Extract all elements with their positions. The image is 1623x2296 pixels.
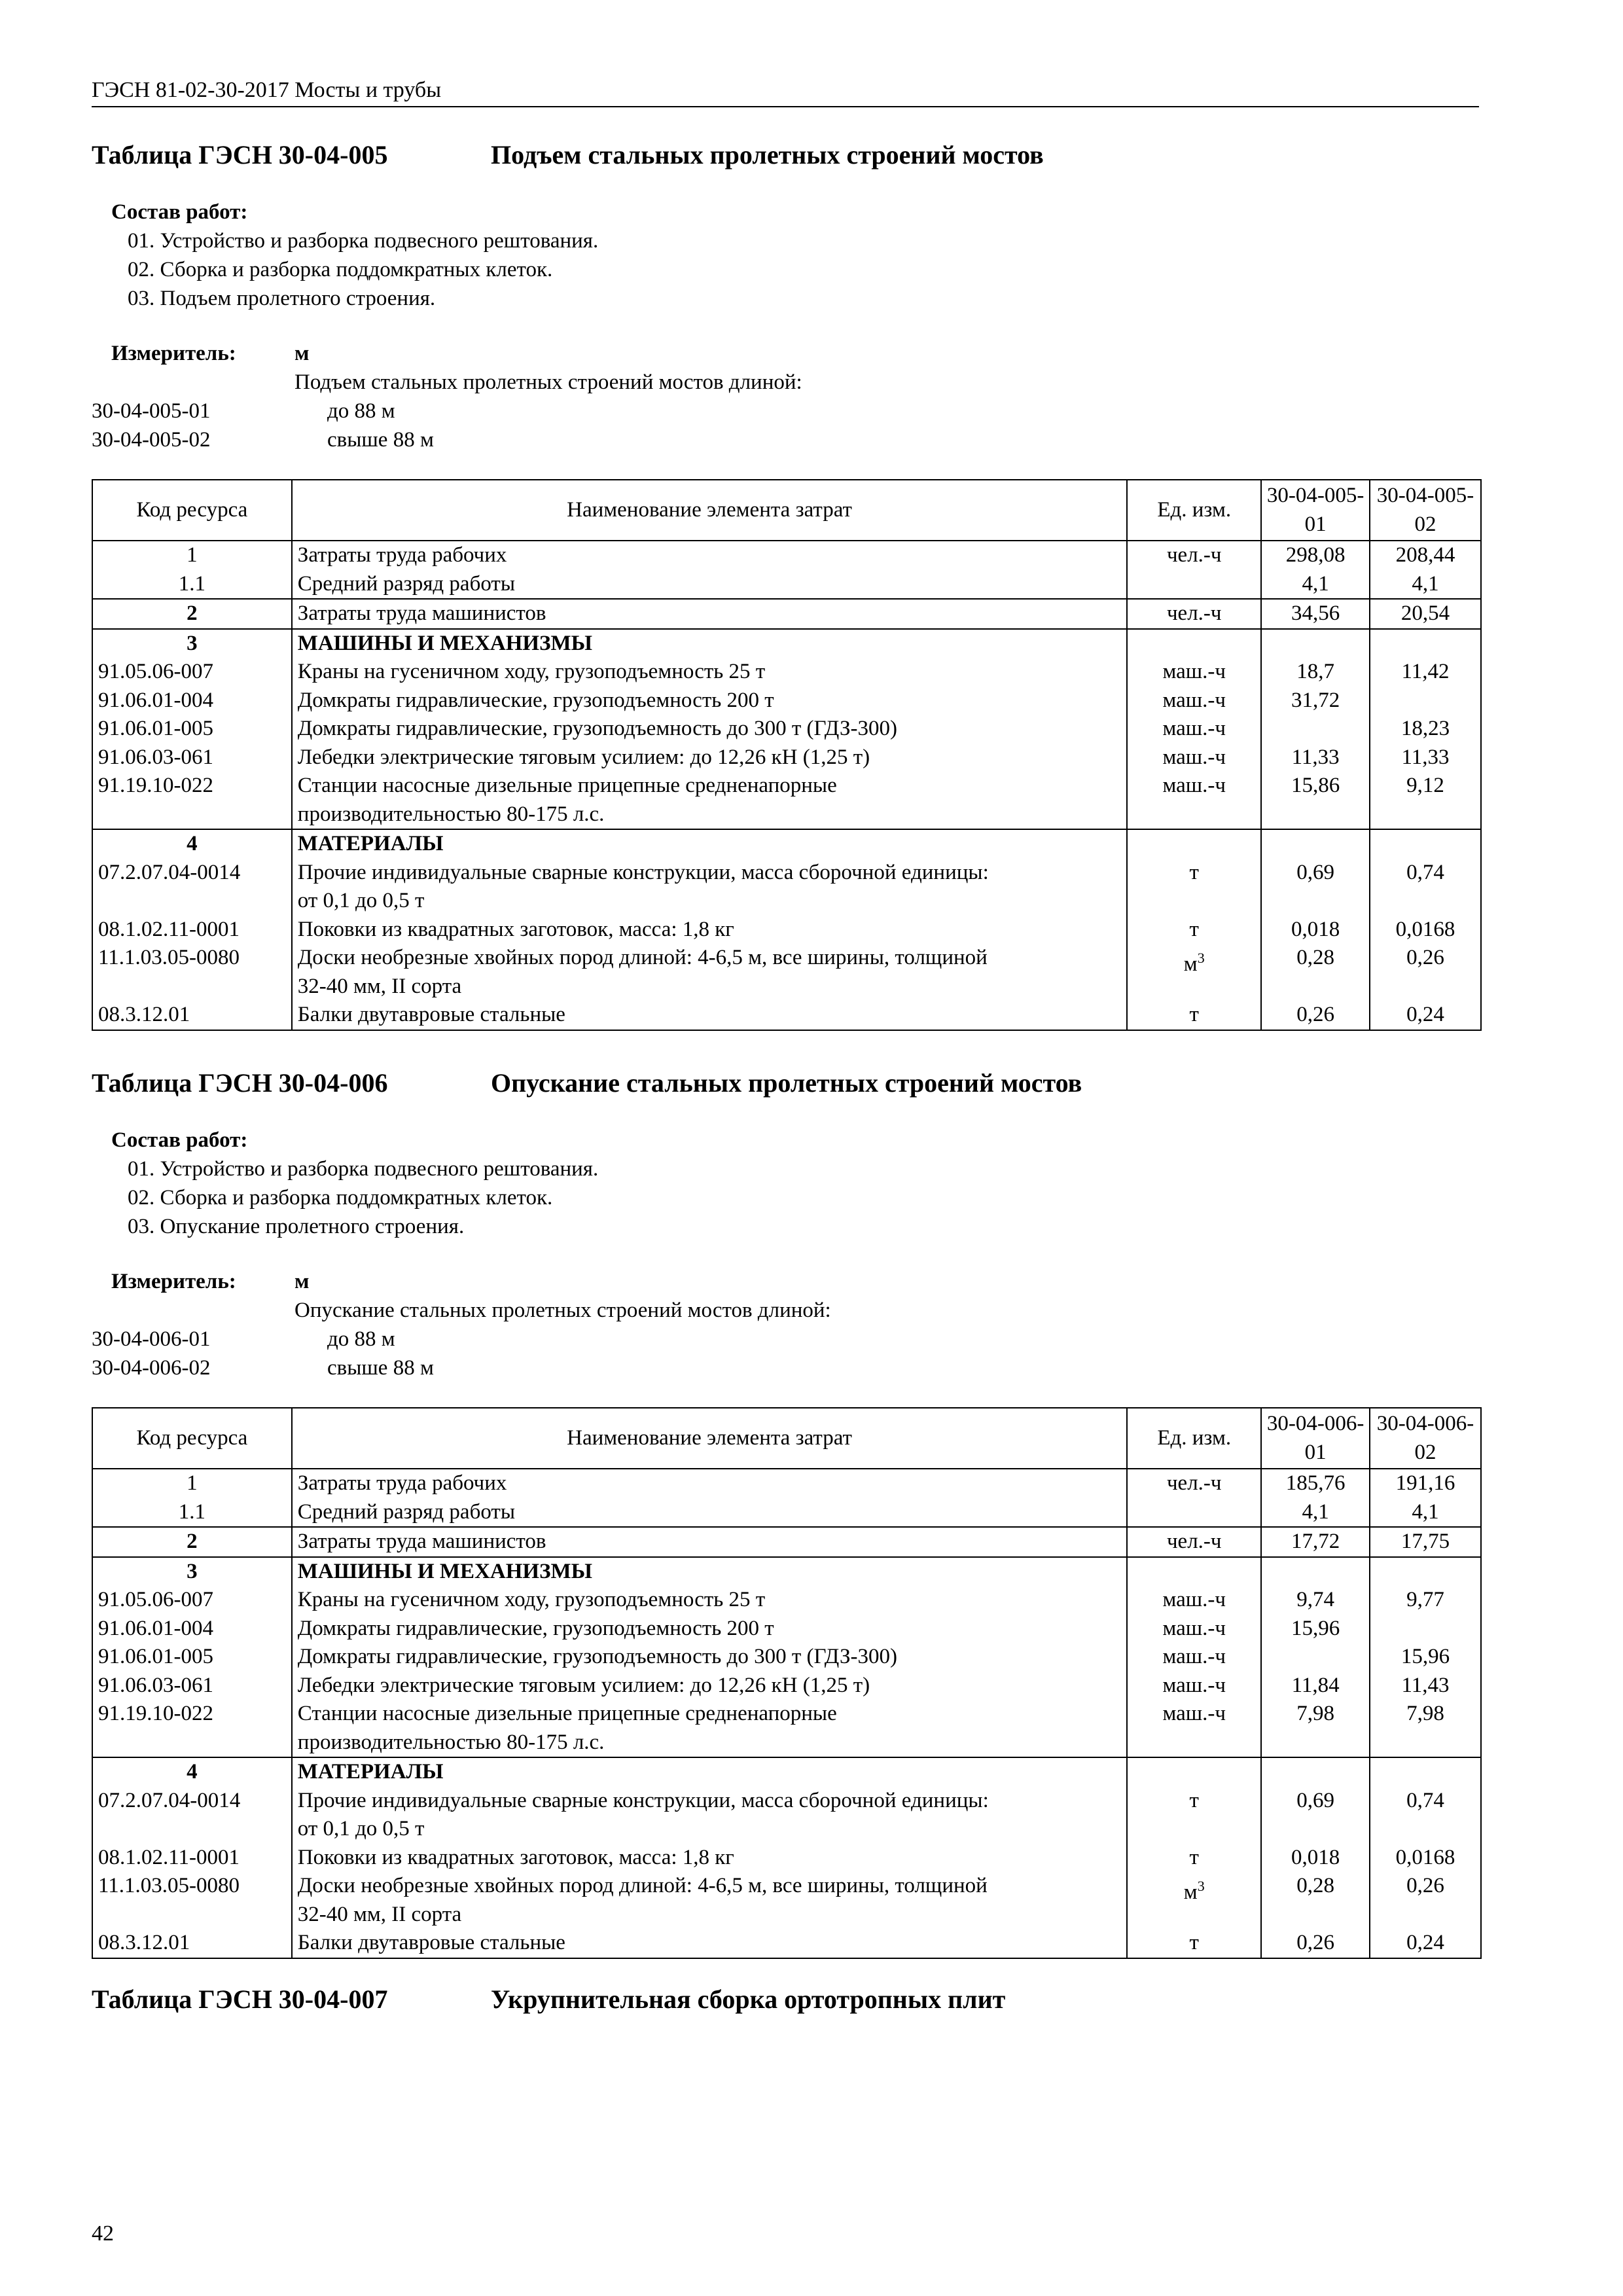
resource-unit: маш.-ч (1127, 1672, 1261, 1700)
norm-code: 30-04-005-01 (92, 399, 211, 423)
resource-unit: маш.-ч (1127, 1586, 1261, 1615)
norm-code: 30-04-006-01 (92, 1327, 211, 1351)
table-row (92, 1787, 1481, 1844)
value-norm-2: 18,23 (1370, 715, 1481, 744)
value-norm-1: 7,98 (1261, 1700, 1370, 1757)
resource-name: Затраты труда рабочих (292, 541, 1128, 570)
value-norm-2: 11,33 (1370, 744, 1481, 772)
value-norm-2: 15,96 (1370, 1643, 1481, 1672)
group-name: МАТЕРИАЛЫ (292, 829, 1128, 859)
resource-name: Лебедки электрические тяговым усилием: до 12,26 кН (1,25 т) (292, 1672, 1128, 1700)
resource-unit: т (1127, 1844, 1261, 1873)
resource-table (92, 479, 1482, 1031)
resource-name: Затраты труда рабочих (292, 1469, 1128, 1498)
meter-block (92, 1267, 1479, 1382)
value-norm-2 (1370, 1615, 1481, 1643)
resource-unit (1127, 570, 1261, 600)
value-norm-2: 0,0168 (1370, 916, 1481, 944)
resource-name: Домкраты гидравлические, грузоподъемность до 300 т (ГДЗ-300) (292, 715, 1128, 744)
table-heading (92, 1067, 1479, 1100)
page-number: 42 (92, 2221, 114, 2246)
resource-unit: маш.-ч (1127, 658, 1261, 687)
resource-code: 1 (92, 1469, 292, 1498)
value-norm-2: 11,43 (1370, 1672, 1481, 1700)
resource-unit: маш.-ч (1127, 715, 1261, 744)
column-header-unit: Ед. изм. (1127, 1408, 1261, 1469)
group-header-row (92, 829, 1481, 859)
resource-table (92, 1407, 1482, 1959)
norm-description: до 88 м (327, 1327, 395, 1351)
table-row (92, 658, 1481, 687)
table-section-30-04-006 (92, 1067, 1479, 1959)
resource-code: 91.06.03-061 (92, 744, 292, 772)
resource-name: Прочие индивидуальные сварные конструкции, масса сборочной единицы: от 0,1 до 0,5 т (292, 1787, 1128, 1844)
column-header-code: Код ресурса (92, 480, 292, 541)
value-norm-2: 20,54 (1370, 599, 1481, 629)
resource-name: Доски необрезные хвойных пород длиной: 4-6,5 м, все ширины, толщиной 32-40 мм, II сорта (292, 944, 1128, 1001)
value-norm-1: 4,1 (1261, 570, 1370, 600)
meter-description: Опускание стальных пролетных строений мостов длиной: (294, 1299, 831, 1322)
value-norm-1: 0,69 (1261, 859, 1370, 916)
table-row (92, 1844, 1481, 1873)
value-norm-1: 18,7 (1261, 658, 1370, 687)
value-norm-2: 0,74 (1370, 1787, 1481, 1844)
value-norm-1: 17,72 (1261, 1527, 1370, 1557)
table-heading (92, 139, 1479, 171)
resource-unit: т (1127, 859, 1261, 916)
resource-unit: $м^3$ (1127, 1872, 1261, 1929)
table-header-row (92, 1408, 1481, 1469)
resource-code: 91.19.10-022 (92, 1700, 292, 1757)
operation-item: 01. Устройство и разборка подвесного рештования. (128, 229, 599, 253)
resource-name: Домкраты гидравлические, грузоподъемность 200 т (292, 1615, 1128, 1643)
column-header-code: Код ресурса (92, 1408, 292, 1469)
value-norm-1: 0,26 (1261, 1929, 1370, 1958)
value-norm-2: 4,1 (1370, 570, 1481, 600)
table-title: Укрупнительная сборка ортотропных плит (491, 1984, 1006, 2014)
resource-unit: маш.-ч (1127, 687, 1261, 715)
column-header-unit: Ед. изм. (1127, 480, 1261, 541)
table-row (92, 570, 1481, 600)
table-row (92, 772, 1481, 829)
resource-code: 91.06.01-004 (92, 1615, 292, 1643)
resource-unit (1127, 1498, 1261, 1528)
resource-name: Поковки из квадратных заготовок, масса: 1,8 кг (292, 1844, 1128, 1873)
table-row (92, 1872, 1481, 1929)
resource-name: Прочие индивидуальные сварные конструкции, масса сборочной единицы: от 0,1 до 0,5 т (292, 859, 1128, 916)
value-norm-1: 11,84 (1261, 1672, 1370, 1700)
resource-name: Домкраты гидравлические, грузоподъемность до 300 т (ГДЗ-300) (292, 1643, 1128, 1672)
group-header-row (92, 629, 1481, 658)
table-row (92, 715, 1481, 744)
operation-item: 03. Опускание пролетного строения. (128, 1215, 465, 1238)
meter-unit: м (294, 342, 310, 365)
resource-code: 91.05.06-007 (92, 1586, 292, 1615)
work-composition (111, 1126, 1479, 1241)
resource-name: Средний разряд работы (292, 1498, 1128, 1528)
norm-description: свыше 88 м (327, 1356, 434, 1380)
group-name: МАШИНЫ И МЕХАНИЗМЫ (292, 629, 1128, 658)
resource-name: Поковки из квадратных заготовок, масса: 1,8 кг (292, 916, 1128, 944)
value-norm-2: 17,75 (1370, 1527, 1481, 1557)
resource-unit: маш.-ч (1127, 1643, 1261, 1672)
column-header-norm-2: 30-04-005-02 (1370, 480, 1481, 541)
table-row (92, 916, 1481, 944)
value-norm-1: 0,69 (1261, 1787, 1370, 1844)
resource-code: 1 (92, 541, 292, 570)
table-row (92, 859, 1481, 916)
resource-name: Затраты труда машинистов (292, 1527, 1128, 1557)
resource-unit: чел.-ч (1127, 541, 1261, 570)
resource-code: 91.06.01-005 (92, 1643, 292, 1672)
table-row (92, 1469, 1481, 1498)
value-norm-2: 7,98 (1370, 1700, 1481, 1757)
operation-item: 01. Устройство и разборка подвесного рештования. (128, 1157, 599, 1181)
value-norm-2: 0,24 (1370, 1929, 1481, 1958)
value-norm-2: 9,12 (1370, 772, 1481, 829)
column-header-name: Наименование элемента затрат (292, 480, 1128, 541)
resource-code: 1.1 (92, 570, 292, 600)
resource-unit: $м^3$ (1127, 944, 1261, 1001)
meter-description: Подъем стальных пролетных строений мостов длиной: (294, 370, 802, 394)
resource-unit: т (1127, 916, 1261, 944)
value-norm-1: 34,56 (1261, 599, 1370, 629)
value-norm-1 (1261, 1643, 1370, 1672)
resource-code: 11.1.03.05-0080 (92, 944, 292, 1001)
resource-name: Краны на гусеничном ходу, грузоподъемность 25 т (292, 1586, 1128, 1615)
resource-name: Балки двутавровые стальные (292, 1001, 1128, 1030)
table-header-row (92, 480, 1481, 541)
value-norm-1: 0,018 (1261, 916, 1370, 944)
table-row (92, 1700, 1481, 1757)
resource-name: Балки двутавровые стальные (292, 1929, 1128, 1958)
meter-label: Измеритель: (111, 342, 236, 365)
resource-unit: маш.-ч (1127, 1700, 1261, 1757)
table-row (92, 1615, 1481, 1643)
resource-unit: маш.-ч (1127, 1615, 1261, 1643)
value-norm-1: 0,26 (1261, 1001, 1370, 1030)
norm-code: 30-04-005-02 (92, 428, 211, 452)
resource-code: 91.06.01-005 (92, 715, 292, 744)
resource-name: Станции насосные дизельные прицепные средненапорные производительностью 80-175 л.с. (292, 1700, 1128, 1757)
value-norm-2: 0,26 (1370, 944, 1481, 1001)
work-composition (111, 198, 1479, 313)
value-norm-2: 0,74 (1370, 859, 1481, 916)
norm-description: до 88 м (327, 399, 395, 423)
norm-code: 30-04-006-02 (92, 1356, 211, 1380)
meter-label: Измеритель: (111, 1270, 236, 1293)
resource-unit: чел.-ч (1127, 599, 1261, 629)
value-norm-2: 4,1 (1370, 1498, 1481, 1528)
resource-code: 91.19.10-022 (92, 772, 292, 829)
value-norm-1: 11,33 (1261, 744, 1370, 772)
table-row (92, 1672, 1481, 1700)
resource-name: Средний разряд работы (292, 570, 1128, 600)
value-norm-1: 185,76 (1261, 1469, 1370, 1498)
table-section-30-04-007 (92, 1983, 1479, 2016)
column-header-norm-2: 30-04-006-02 (1370, 1408, 1481, 1469)
column-header-norm-1: 30-04-006-01 (1261, 1408, 1370, 1469)
table-row (92, 1498, 1481, 1528)
norm-description: свыше 88 м (327, 428, 434, 452)
resource-code: 3 (92, 629, 292, 658)
resource-unit: маш.-ч (1127, 744, 1261, 772)
value-norm-2: 11,42 (1370, 658, 1481, 687)
value-norm-2: 208,44 (1370, 541, 1481, 570)
resource-name: Краны на гусеничном ходу, грузоподъемность 25 т (292, 658, 1128, 687)
group-header-row (92, 1757, 1481, 1787)
resource-name: Доски необрезные хвойных пород длиной: 4-6,5 м, все ширины, толщиной 32-40 мм, II сорта (292, 1872, 1128, 1929)
resource-code: 3 (92, 1557, 292, 1587)
value-norm-2: 0,0168 (1370, 1844, 1481, 1873)
composition-heading: Состав работ: (111, 1128, 248, 1152)
resource-unit: чел.-ч (1127, 1469, 1261, 1498)
composition-heading: Состав работ: (111, 200, 248, 224)
table-code: Таблица ГЭСН 30-04-005 (92, 140, 388, 170)
resource-name: Станции насосные дизельные прицепные средненапорные производительностью 80-175 л.с. (292, 772, 1128, 829)
value-norm-1: 0,28 (1261, 944, 1370, 1001)
table-title: Опускание стальных пролетных строений мостов (491, 1068, 1082, 1098)
table-heading (92, 1983, 1479, 2016)
resource-code: 08.1.02.11-0001 (92, 916, 292, 944)
value-norm-1: 9,74 (1261, 1586, 1370, 1615)
value-norm-2: 0,24 (1370, 1001, 1481, 1030)
resource-unit: т (1127, 1787, 1261, 1844)
table-row (92, 1586, 1481, 1615)
resource-code: 91.05.06-007 (92, 658, 292, 687)
value-norm-2 (1370, 687, 1481, 715)
column-header-name: Наименование элемента затрат (292, 1408, 1128, 1469)
resource-name: Лебедки электрические тяговым усилием: до 12,26 кН (1,25 т) (292, 744, 1128, 772)
table-row (92, 1001, 1481, 1030)
resource-unit: чел.-ч (1127, 1527, 1261, 1557)
value-norm-1: 15,86 (1261, 772, 1370, 829)
resource-code: 08.1.02.11-0001 (92, 1844, 292, 1873)
table-row (92, 541, 1481, 570)
table-row (92, 744, 1481, 772)
operation-item: 02. Сборка и разборка поддомкратных клеток. (128, 1186, 553, 1210)
resource-unit: маш.-ч (1127, 772, 1261, 829)
column-header-norm-1: 30-04-005-01 (1261, 480, 1370, 541)
resource-code: 2 (92, 599, 292, 629)
resource-name: Затраты труда машинистов (292, 599, 1128, 629)
resource-code: 08.3.12.01 (92, 1929, 292, 1958)
value-norm-2: 9,77 (1370, 1586, 1481, 1615)
value-norm-1 (1261, 715, 1370, 744)
value-norm-1: 298,08 (1261, 541, 1370, 570)
table-row (92, 944, 1481, 1001)
value-norm-2: 191,16 (1370, 1469, 1481, 1498)
resource-code: 91.06.03-061 (92, 1672, 292, 1700)
operation-item: 03. Подъем пролетного строения. (128, 287, 436, 310)
table-title: Подъем стальных пролетных строений мостов (491, 140, 1044, 170)
value-norm-1: 4,1 (1261, 1498, 1370, 1528)
table-row (92, 687, 1481, 715)
resource-code: 4 (92, 829, 292, 859)
resource-code: 07.2.07.04-0014 (92, 859, 292, 916)
table-section-30-04-005 (92, 139, 1479, 1031)
meter-unit: м (294, 1270, 310, 1293)
resource-code: 2 (92, 1527, 292, 1557)
value-norm-1: 0,018 (1261, 1844, 1370, 1873)
resource-unit: т (1127, 1001, 1261, 1030)
meter-block (92, 339, 1479, 454)
table-row (92, 1643, 1481, 1672)
value-norm-1: 15,96 (1261, 1615, 1370, 1643)
resource-unit: т (1127, 1929, 1261, 1958)
value-norm-2: 0,26 (1370, 1872, 1481, 1929)
resource-code: 1.1 (92, 1498, 292, 1528)
table-code: Таблица ГЭСН 30-04-006 (92, 1068, 388, 1098)
value-norm-1: 31,72 (1261, 687, 1370, 715)
operation-item: 02. Сборка и разборка поддомкратных клеток. (128, 258, 553, 281)
group-name: МАТЕРИАЛЫ (292, 1757, 1128, 1787)
resource-code: 11.1.03.05-0080 (92, 1872, 292, 1929)
resource-code: 08.3.12.01 (92, 1001, 292, 1030)
table-code: Таблица ГЭСН 30-04-007 (92, 1984, 388, 2014)
table-row (92, 1527, 1481, 1557)
resource-code: 07.2.07.04-0014 (92, 1787, 292, 1844)
resource-code: 4 (92, 1757, 292, 1787)
group-name: МАШИНЫ И МЕХАНИЗМЫ (292, 1557, 1128, 1587)
running-header: ГЭСН 81-02-30-2017 Мосты и трубы (92, 76, 1479, 107)
table-row (92, 1929, 1481, 1958)
group-header-row (92, 1557, 1481, 1587)
resource-name: Домкраты гидравлические, грузоподъемность 200 т (292, 687, 1128, 715)
value-norm-1: 0,28 (1261, 1872, 1370, 1929)
table-row (92, 599, 1481, 629)
resource-code: 91.06.01-004 (92, 687, 292, 715)
